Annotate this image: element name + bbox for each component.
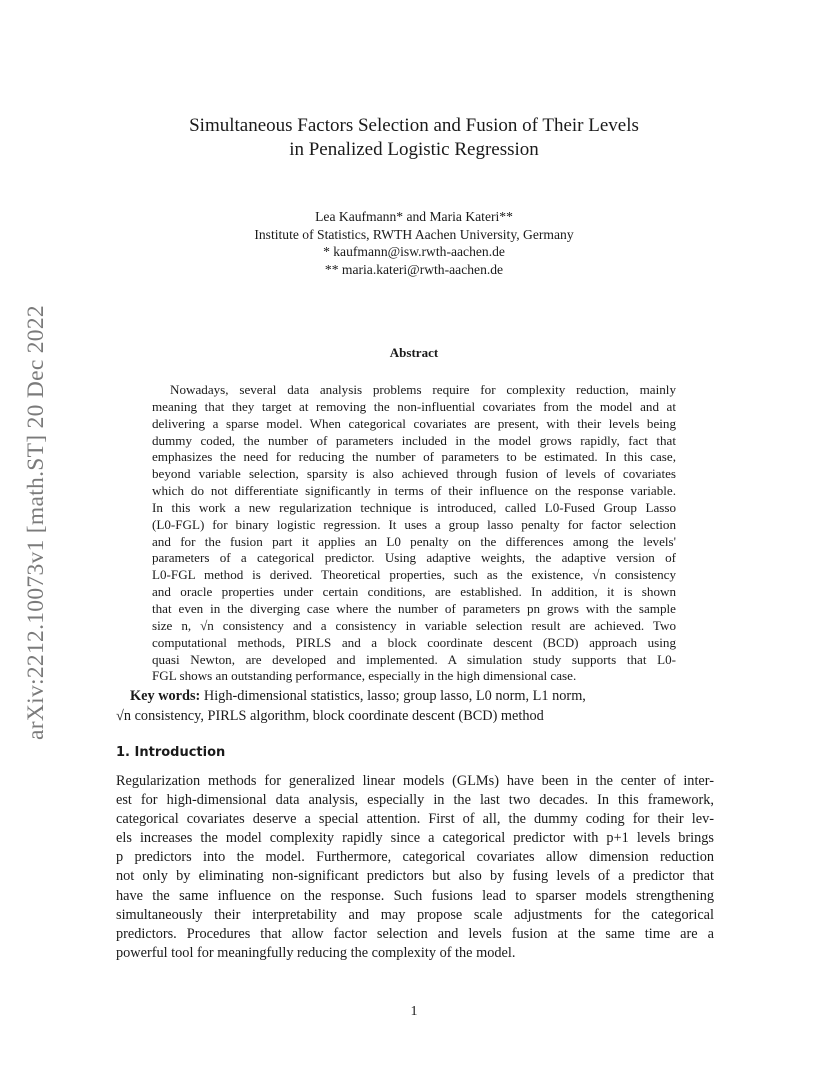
abstract-line: which do not differentiate significantly in terms of their influence on the response variable. [152, 483, 676, 499]
author-block [118, 208, 710, 278]
abstract-line: Nowadays, several data analysis problems require for complexity reduction, mainly [170, 382, 676, 397]
abstract-line: dummy coded, the number of parameters included in the model grows rapidly, fact that [152, 432, 676, 448]
title-line-1: Simultaneous Factors Selection and Fusion of Their Levels [189, 115, 639, 136]
body-line: not only by eliminating non-significant predictors but also by fusing levels of a predictor that [116, 868, 714, 885]
keywords-line-1 [116, 686, 656, 706]
author-email-1: * kaufmann@isw.rwth-aachen.de [323, 244, 505, 259]
abstract-heading: Abstract [389, 345, 439, 360]
title-line-2: in Penalized Logistic Regression [289, 139, 539, 160]
section-heading-introduction: 1. Introduction [116, 745, 226, 760]
abstract-line: and oracle properties under certain conditions, are established. In addition, it is shown [152, 584, 676, 600]
body-line: simultaneously their interpretability and may propose scale adjustments for the categorical [116, 906, 714, 923]
author-affiliation: Institute of Statistics, RWTH Aachen University, Germany [254, 226, 574, 242]
abstract-line: that even in the diverging case where the number of parameters pn grows with the sample [152, 600, 676, 616]
paper-title [118, 114, 710, 162]
arxiv-id-text: arXiv:2212.10073v1 [math.ST] 20 Dec 2022 [22, 304, 49, 740]
body-line: Regularization methods for generalized linear models (GLMs) have been in the center of inter- [116, 773, 714, 789]
body-line: powerful tool for meaningfully reducing the complexity of the model. [116, 944, 516, 961]
introduction-paragraph [116, 772, 714, 963]
body-line: est for high-dimensional data analysis, especially in the last two decades. In this framework, [116, 792, 714, 809]
abstract-line: computational methods, PIRLS and a block coordinate descent (BCD) approach using [152, 634, 676, 650]
body-line: predictors. Procedures that allow factor selection and levels fusion at the same time are a [116, 925, 714, 942]
body-line: els increases the model complexity rapidly since a categorical predictor with p+1 levels brings [116, 830, 714, 847]
abstract-line: In this work a new regularization technique is introduced, called L0-Fused Group Lasso [152, 499, 676, 515]
abstract-text [152, 382, 676, 685]
abstract-line: beyond variable selection, sparsity is also achieved through fusion of levels of covariates [152, 466, 676, 482]
keywords-text-1: High-dimensional statistics, lasso; group lasso, L0 norm, L1 norm, [203, 688, 586, 704]
abstract-line: parameters of a categorical predictor. Using adaptive weights, the adaptive version of [152, 550, 676, 566]
author-names: Lea Kaufmann* and Maria Kateri** [315, 209, 513, 224]
page-number: 1 [410, 1004, 418, 1019]
keywords-text-2: √n consistency, PIRLS algorithm, block coordinate descent (BCD) method [116, 708, 544, 724]
keywords [116, 686, 656, 726]
abstract-line: FGL shows an outstanding performance, especially in the high dimensional case. [152, 668, 577, 684]
abstract-line: delivering a sparse model. When categorical covariates are present, with their levels being [152, 415, 676, 431]
abstract-line: L0-FGL method is derived. Theoretical properties, such as the existence, √n consistency [152, 567, 676, 583]
body-line: have the same influence on the response. Such fusions lead to sparser models strengthening [116, 887, 714, 904]
body-line: categorical covariates deserve a special attention. First of all, the dummy coding for their lev- [116, 811, 714, 828]
arxiv-identifier [16, 272, 56, 772]
abstract-line: size n, √n consistency and a consistency in variable selection result are achieved. Two [152, 617, 676, 633]
abstract-line: (L0-FGL) for binary logistic regression. It uses a group lasso penalty for factor selection [152, 516, 676, 532]
author-email-2: ** maria.kateri@rwth-aachen.de [324, 261, 504, 277]
abstract-line: meaning that they target at removing the non-influential covariates from the model and at [152, 398, 676, 414]
keywords-label: Key words: [130, 688, 201, 704]
body-line: p predictors into the model. Furthermore, categorical covariates allow dimension reduction [116, 849, 714, 866]
abstract-line: quasi Newton, are developed and implemented. A simulation study supports that L0- [152, 651, 676, 667]
abstract-line: emphasizes the need for reducing the number of parameters to be estimated. In this case, [152, 449, 676, 465]
abstract-line: and for the fusion part it applies an L0 penalty on the differences among the levels' [152, 533, 676, 549]
